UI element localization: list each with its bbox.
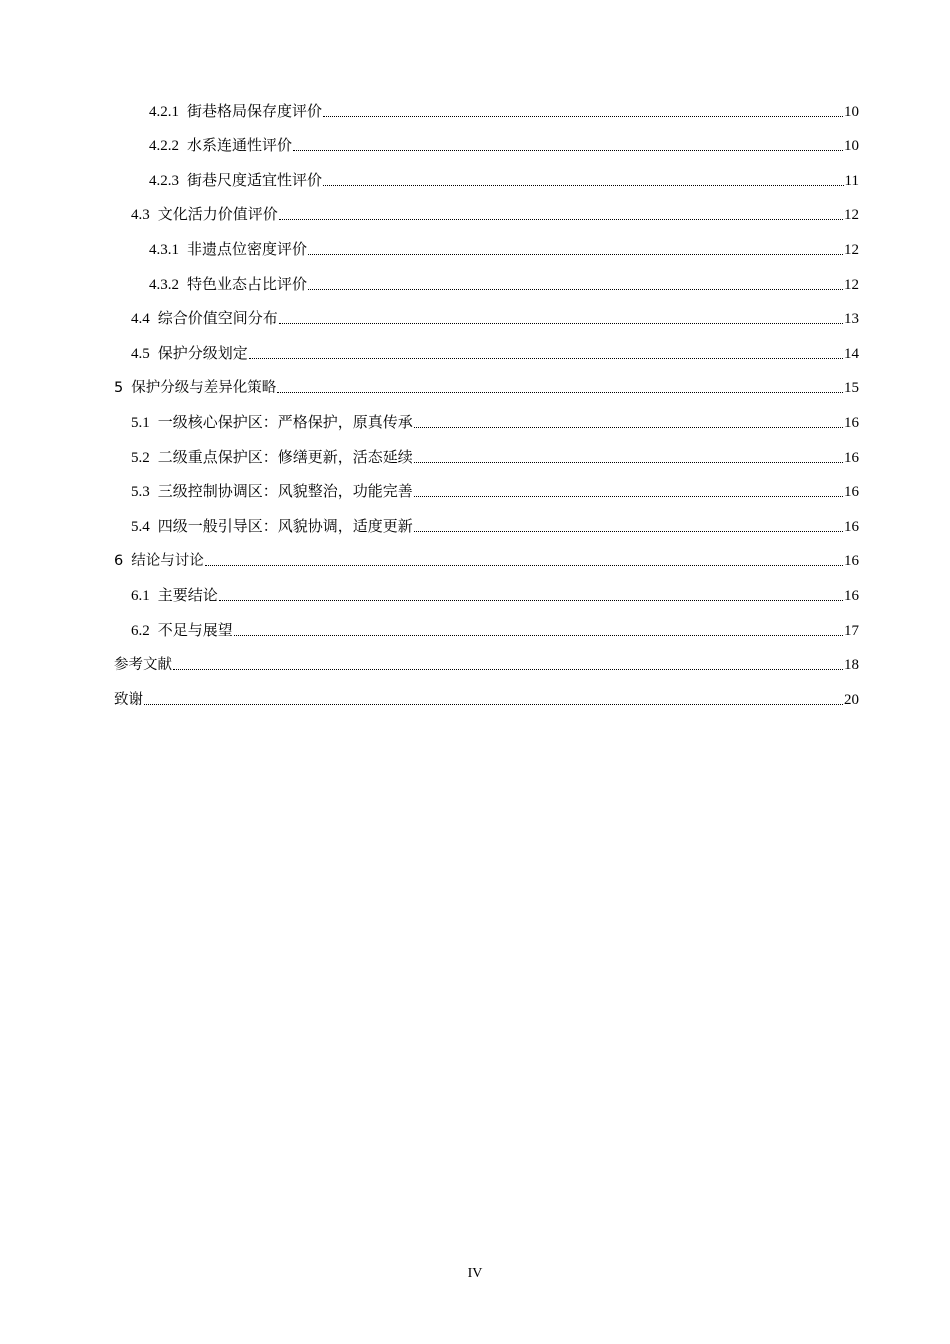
toc-dot-leader (323, 184, 844, 186)
toc-entry-title: 文化活力价值评价 (157, 207, 278, 224)
toc-entry-number: 5 (114, 380, 124, 397)
toc-entry-number: 6.1 (131, 587, 150, 604)
toc-dot-leader (205, 564, 843, 566)
toc-entry-title: 水系连通性评价 (187, 138, 293, 155)
toc-dot-leader (279, 218, 843, 220)
toc-entry-number: 4.3.2 (149, 276, 179, 293)
toc-dot-leader (414, 426, 843, 428)
toc-entry-title: 保护分级与差异化策略 (131, 380, 277, 397)
toc-dot-leader (323, 115, 843, 117)
toc-entry-title: 非遗点位密度评价 (187, 241, 308, 258)
toc-entry-title: 保护分级划定 (157, 345, 248, 362)
toc-entry[interactable] (114, 86, 859, 121)
toc-entry-number: 5.1 (131, 414, 150, 431)
toc-entry-title: 一级核心保护区：严格保护，原真传承 (157, 414, 413, 431)
toc-entry-page: 11 (844, 172, 859, 189)
toc-entry-title: 不足与展望 (157, 622, 233, 639)
toc-dot-leader (414, 495, 843, 497)
toc-entry[interactable] (114, 328, 859, 363)
toc-dot-leader (219, 599, 843, 601)
toc-dot-leader (144, 703, 843, 705)
toc-entry-page: 16 (844, 518, 859, 535)
toc-entry-title: 参考文献 (114, 657, 172, 674)
toc-entry[interactable] (114, 536, 859, 571)
table-of-contents (114, 86, 859, 709)
toc-entry-number: 4.4 (131, 311, 150, 328)
toc-entry-title: 街巷尺度适宜性评价 (187, 172, 323, 189)
toc-entry[interactable] (114, 605, 859, 640)
toc-dot-leader (293, 149, 843, 151)
toc-entry-page: 10 (844, 138, 859, 155)
toc-entry-page: 16 (844, 587, 859, 604)
toc-entry-title: 四级一般引导区：风貌协调，适度更新 (157, 518, 413, 535)
toc-entry-number: 4.5 (131, 345, 150, 362)
toc-entry[interactable] (114, 640, 859, 675)
page-number: IV (467, 1266, 483, 1281)
toc-entry[interactable] (114, 155, 859, 190)
toc-entry-page: 14 (844, 345, 859, 362)
toc-entry-page: 16 (844, 484, 859, 501)
toc-dot-leader (173, 668, 843, 670)
toc-entry[interactable] (114, 190, 859, 225)
toc-entry-page: 16 (844, 414, 859, 431)
toc-entry-title: 结论与讨论 (131, 553, 204, 570)
toc-entry-page: 13 (844, 311, 859, 328)
toc-entry-number: 5.4 (131, 518, 150, 535)
toc-entry-page: 20 (844, 691, 859, 708)
toc-dot-leader (249, 357, 843, 359)
toc-entry[interactable] (114, 432, 859, 467)
toc-entry-title: 二级重点保护区：修缮更新，活态延续 (157, 449, 413, 466)
toc-entry[interactable] (114, 674, 859, 709)
toc-entry-page: 16 (844, 449, 859, 466)
toc-entry-title: 致谢 (114, 691, 143, 708)
toc-entry-number: 4.3.1 (149, 241, 179, 258)
toc-dot-leader (308, 253, 843, 255)
toc-entry-number: 4.2.3 (149, 172, 179, 189)
toc-dot-leader (279, 322, 843, 324)
toc-entry[interactable] (114, 294, 859, 329)
toc-entry-title: 特色业态占比评价 (187, 276, 308, 293)
toc-entry-title: 主要结论 (157, 587, 218, 604)
toc-entry-number: 5.2 (131, 449, 150, 466)
toc-entry-page: 18 (844, 657, 859, 674)
toc-entry-number: 6 (114, 553, 124, 570)
toc-entry-page: 16 (844, 553, 859, 570)
toc-entry-title: 三级控制协调区：风貌整治，功能完善 (157, 484, 413, 501)
toc-entry[interactable] (114, 570, 859, 605)
toc-entry[interactable] (114, 467, 859, 502)
toc-entry[interactable] (114, 397, 859, 432)
toc-entry[interactable] (114, 121, 859, 156)
toc-entry-page: 10 (844, 103, 859, 120)
toc-entry-page: 17 (844, 622, 859, 639)
toc-dot-leader (308, 288, 843, 290)
toc-entry-title: 街巷格局保存度评价 (187, 103, 323, 120)
toc-entry[interactable] (114, 363, 859, 398)
toc-entry-number: 5.3 (131, 484, 150, 501)
toc-entry-number: 6.2 (131, 622, 150, 639)
toc-dot-leader (277, 391, 843, 393)
toc-entry-page: 15 (844, 380, 859, 397)
toc-entry-title: 综合价值空间分布 (157, 311, 278, 328)
toc-entry-number: 4.2.1 (149, 103, 179, 120)
toc-dot-leader (414, 461, 843, 463)
toc-entry[interactable] (114, 259, 859, 294)
toc-entry-page: 12 (844, 241, 859, 258)
toc-entry-number: 4.2.2 (149, 138, 179, 155)
toc-entry[interactable] (114, 224, 859, 259)
toc-entry-page: 12 (844, 207, 859, 224)
toc-dot-leader (414, 530, 843, 532)
toc-entry-number: 4.3 (131, 207, 150, 224)
toc-entry-page: 12 (844, 276, 859, 293)
toc-dot-leader (234, 634, 843, 636)
toc-entry[interactable] (114, 501, 859, 536)
